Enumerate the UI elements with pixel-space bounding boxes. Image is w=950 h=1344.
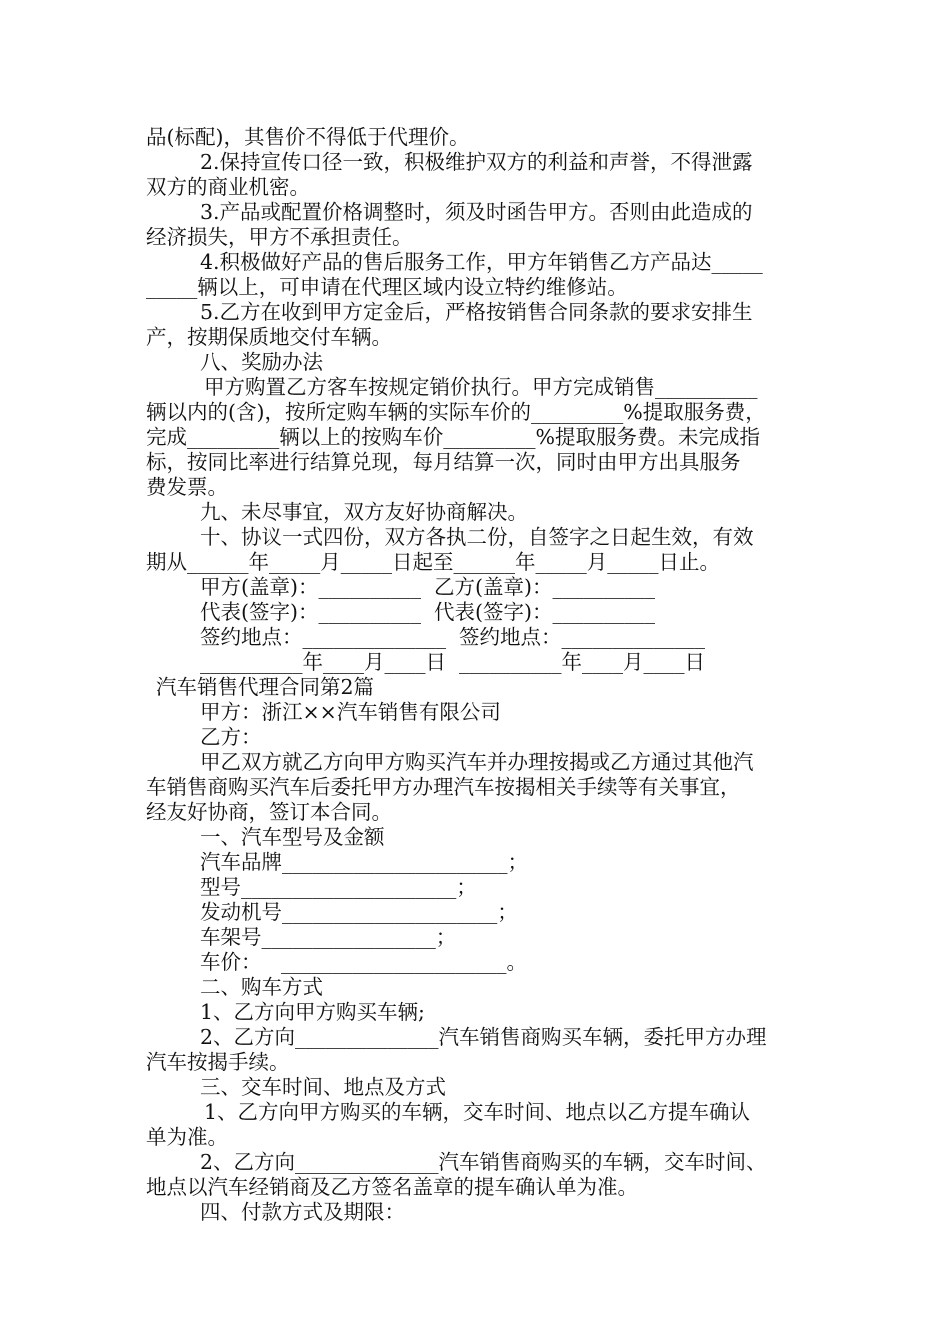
signature-line: 甲方(盖章)：__________ 乙方(盖章)：__________ bbox=[200, 575, 656, 599]
text-line: 九、未尽事宜，双方友好协商解决。 bbox=[200, 500, 528, 524]
text-line: 经济损失，甲方不承担责任。 bbox=[146, 225, 413, 249]
form-field-line: 汽车品牌______________________； bbox=[200, 850, 528, 874]
text-line: 1、乙方向甲方购买的车辆，交车时间、地点以乙方提车确认 bbox=[204, 1100, 751, 1124]
text-line: 甲方购置乙方客车按规定销价执行。甲方完成销售__________ bbox=[204, 375, 758, 399]
text-line: 经友好协商，签订本合同。 bbox=[146, 800, 392, 824]
text-line: 辆以内的(含)，按所定购车辆的实际车价的_________%提取服务费， bbox=[146, 400, 766, 424]
text-line: 2、乙方向______________汽车销售商购买车辆，委托甲方办理 bbox=[200, 1025, 767, 1049]
text-line: 车销售商购买汽车后委托甲方办理汽车按揭相关手续等有关事宜， bbox=[146, 775, 741, 799]
section-title: 汽车销售代理合同第2篇 bbox=[156, 675, 375, 699]
text-line: 双方的商业机密。 bbox=[146, 175, 310, 199]
section-heading: 二、购车方式 bbox=[200, 975, 323, 999]
text-line: 2.保持宣传口径一致，积极维护双方的利益和声誉，不得泄露 bbox=[200, 150, 753, 174]
text-line: _____辆以上，可申请在代理区域内设立特约维修站。 bbox=[146, 275, 628, 299]
text-line: 完成_________辆以上的按购车价_________%提取服务费。未完成指 bbox=[146, 425, 760, 449]
section-heading: 一、汽车型号及金额 bbox=[200, 825, 385, 849]
section-heading: 四、付款方式及期限： bbox=[200, 1200, 405, 1224]
text-line: 甲方：浙江××汽车销售有限公司 bbox=[200, 700, 501, 724]
text-line: 标，按同比率进行结算兑现，每月结算一次，同时由甲方出具服务 bbox=[146, 450, 741, 474]
text-line: 2、乙方向______________汽车销售商购买的车辆，交车时间、 bbox=[200, 1150, 767, 1174]
signature-line: 签约地点：______________ 签约地点：______________ bbox=[200, 625, 706, 649]
text-line: 十、协议一式四份，双方各执二份，自签字之日起生效，有效 bbox=[200, 525, 754, 549]
signature-line: 代表(签字)：__________ 代表(签字)：__________ bbox=[200, 600, 656, 624]
text-line: 4.积极做好产品的售后服务工作，甲方年销售乙方产品达_____ bbox=[200, 250, 763, 274]
text-line: 5.乙方在收到甲方定金后，严格按销售合同条款的要求安排生 bbox=[200, 300, 753, 324]
text-line: 甲乙双方就乙方向甲方购买汽车并办理按揭或乙方通过其他汽 bbox=[200, 750, 754, 774]
form-field-line: 型号_____________________； bbox=[200, 875, 477, 899]
form-field-line: 发动机号_____________________； bbox=[200, 900, 518, 924]
date-line: __________年____月____日 __________年____月____日 bbox=[200, 650, 706, 674]
text-line: 费发票。 bbox=[146, 475, 228, 499]
section-heading: 三、交车时间、地点及方式 bbox=[200, 1075, 446, 1099]
form-field-line: 车架号_________________； bbox=[200, 925, 457, 949]
text-line: 乙方： bbox=[200, 725, 262, 749]
section-heading: 八、奖励办法 bbox=[200, 350, 323, 374]
form-field-line: 车价： ______________________。 bbox=[200, 950, 528, 974]
text-line: 单为准。 bbox=[146, 1125, 228, 1149]
text-line: 3.产品或配置价格调整时，须及时函告甲方。否则由此造成的 bbox=[200, 200, 753, 224]
text-line: 品(标配)，其售价不得低于代理价。 bbox=[146, 125, 470, 149]
text-line: 1、乙方向甲方购买车辆; bbox=[200, 1000, 425, 1024]
text-line: 期从______年_____月_____日起至______年_____月_____日止。 bbox=[146, 550, 720, 574]
text-line: 产，按期保质地交付车辆。 bbox=[146, 325, 392, 349]
text-line: 地点以汽车经销商及乙方签名盖章的提车确认单为准。 bbox=[146, 1175, 638, 1199]
text-line: 汽车按揭手续。 bbox=[146, 1050, 290, 1074]
